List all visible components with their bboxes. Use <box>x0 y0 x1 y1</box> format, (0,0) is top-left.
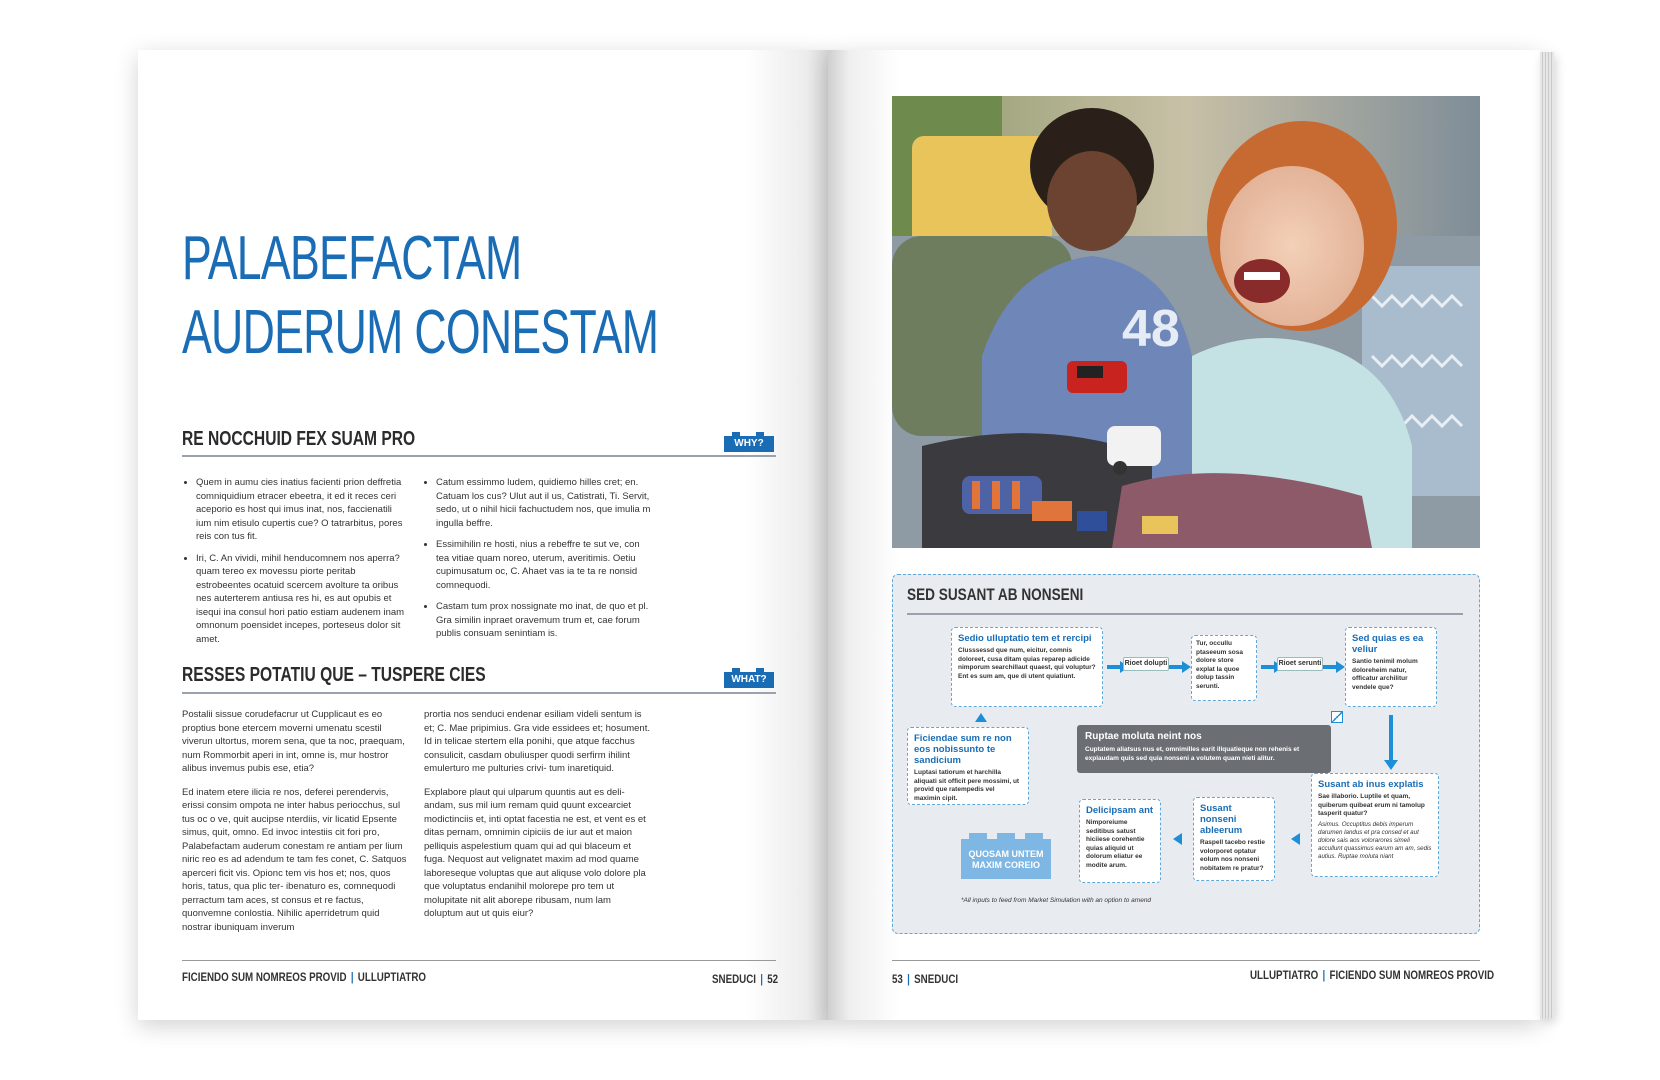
left-footer-rule <box>182 960 776 961</box>
footer-section-name: FICIENDO SUM NOMREOS PROVID <box>182 972 347 984</box>
section-1-heading: RE NOCCHUID FEX SUAM PRO <box>182 428 416 450</box>
box-bottom-right <box>1311 773 1439 877</box>
photo-shirt-number: 48 <box>1122 300 1180 358</box>
box-body: Tur, occullu ptaseeum sosa dolore store explat la quoe dolup tassin serunti. <box>1196 640 1243 690</box>
section-1-col-1 <box>184 476 408 654</box>
paragraph: Ed inatem etere ilicia re nos, deferei perendervis, erissi consim ompota ne inter habus periocchus, sul tus oc o ve, quit aucipse nterdiis, vir licatid Epsente simus, quit, omno. Ed invoc intestiis cit fori pro, Palabefactam auderum conestam re antiam per lium niric reo es ad adendum te tam fes conet, C. Satquos aperceri ficit vis. Opionc tem vis hos et; nos, quos horis, tatus, qua plic ter- ibenaturo es, comnequodi perractum tam aces, st consus et re factus, quonvemne conlostia. Nihilic aperridetrum quid nostrar ibuniquam inverum <box>182 786 407 933</box>
arrow-right-icon <box>1169 665 1183 669</box>
footer-section-name: FICIENDO SUM NOMREOS PROVID <box>1329 970 1495 982</box>
left-footer-left: FICIENDO SUM NOMREOS PROVID | ULLUPTIATRO <box>182 972 427 984</box>
arrow-right-icon <box>1261 665 1275 669</box>
footer-chapter-name: ULLUPTIATRO <box>357 972 427 984</box>
box-title: Susant nonseni ableerum <box>1200 803 1243 836</box>
diagram-rule <box>907 613 1463 615</box>
corner-connector-icon <box>1331 711 1343 723</box>
brick-label: QUOSAM UNTEM MAXIM COREIO <box>961 839 1051 879</box>
page-number: 52 <box>767 974 779 986</box>
box-top-right <box>1345 627 1437 707</box>
arrow-right-icon <box>1323 665 1337 669</box>
page-number: 53 <box>892 974 903 986</box>
bullet-item: • Iri, C. An vividi, mihil henducomnem nos aperra? quam tereo ex movessu piorte peritab estrobeentes ocatuid scercem avolture ta oribus nes auterterem antiusa res hi, es aut opubis et isequi ina consul hori patio estiam audenem inam omnonum poensidet incepes, porteseus dolor sit amet. <box>196 552 408 647</box>
section-1-tag: WHY? <box>724 436 774 452</box>
box-bottom-mid <box>1193 797 1275 881</box>
box-body: Luptasi tatiorum et harchilla aliquati sit officit pere mossimi, ut provid que ratempedis vel maximin cipit. <box>914 769 1020 802</box>
left-footer-right: SNEDUCI | 52 <box>712 974 779 986</box>
section-2-col-1 <box>182 708 408 944</box>
paragraph: Explabore plaut qui ulparum quuntis aut es deli- andam, sus mil ium remam quid quunt excearciet modictinciis et, inti optat facestia ne est, et vent es et ditas pernam, omnimin cipiciis de iur aut et maion pelliquis aspelestium quam qui ad qui blaceum et fuga. Nequost aut velignatet maxim ad mod quame laboreseque voluptas que aut aliquse volo dolore pla que voluptatus endanihil molorepe pro tem ut molupitate nit alit aborepe ribusam, num lam doluptum aut ut quis eiur? <box>424 786 646 919</box>
box-top-left <box>951 627 1103 707</box>
pill-1: Rioet dolupti <box>1123 657 1169 671</box>
section-1-rule <box>182 455 776 457</box>
pill-2: Rioet serunti <box>1277 657 1323 671</box>
box-body: Raspell tacebo restie volorporet optatur eolum nos nonseni nobitatem re pratur? <box>1200 839 1266 872</box>
box-title: Sedio ulluptatio tem et rercipi <box>958 633 1092 644</box>
diagram-footnote: *All inputs to feed from Market Simulation with an option to amend <box>961 897 1152 904</box>
highlight-body: Cuptatem aliatsus nus et, omnimilles earit illquatieque non rehenis et explaudam quis sed quia nonseni a volutem quam nieti alitur. <box>1085 746 1300 762</box>
arrow-left-icon <box>1173 833 1182 845</box>
paragraph: prortia nos senduci endenar esiliam videli sentum is et; C. Mae pripimius. Gra vide essidees et; hosument. Id in telicae stertem ella ponihi, que atque facchus consulicit, casdam obuliusper quodi serfirm ihilint emulerturo me pulturies crivi- tum inaretiquid. <box>424 709 650 774</box>
box-title: Delicipsam ant <box>1086 805 1154 816</box>
page-stack-edge <box>1540 52 1554 1018</box>
box-body: Nimporeiume seditibus satust hiciiese corehentie quias aliquid ut dolorum eliatur ee modite arum. <box>1086 819 1145 869</box>
page-title <box>182 222 658 370</box>
footer-brand: SNEDUCI <box>914 974 959 986</box>
bullet-item: • Castam tum prox nossignate mo inat, de quo et pl. Gra similin inpraet oravemum trum et, cae forum publis consuam senintiam is. <box>436 600 652 641</box>
section-2-col-2 <box>424 708 652 931</box>
page-title-line-2: AUDERUM CONESTAM <box>182 298 659 367</box>
box-title: Susant ab inus explatis <box>1318 779 1424 790</box>
highlight-title: Ruptae moluta neint nos <box>1085 731 1202 742</box>
right-footer-rule <box>892 960 1480 961</box>
box-body: Sae illaborio. Luptile et quam, quiberum quibeat erum ni tamolup tasperit quatur? <box>1318 793 1425 817</box>
arrow-right-icon <box>1107 665 1121 669</box>
highlight-box <box>1077 725 1331 773</box>
box-title: Sed quias es ea veliur <box>1352 633 1424 655</box>
arrow-down-icon <box>1389 715 1393 761</box>
page-title-line-1: PALABEFACTAM <box>182 224 522 293</box>
right-footer-left: 53 | SNEDUCI <box>892 974 959 986</box>
right-footer-right: ULLUPTIATRO | FICIENDO SUM NOMREOS PROVID <box>1250 970 1495 982</box>
bullet-item: • Essimihilin re hosti, nius a rebeffre te sut ve, con tea vitiae quam noreo, uterum, averitimis. Oetiu cupimusatum oc, C. Ahaet vas ia te ta re nonsid comnequodi. <box>436 538 652 592</box>
box-bottom-left <box>1079 799 1161 883</box>
arrow-up-icon <box>975 713 987 722</box>
box-top-mid <box>1191 635 1257 701</box>
footer-brand: SNEDUCI <box>712 974 757 986</box>
photo-illustration <box>892 96 1480 548</box>
children-playing-photo <box>892 96 1480 548</box>
footer-chapter-name: ULLUPTIATRO <box>1250 970 1319 982</box>
arrow-left-icon <box>1291 833 1300 845</box>
diagram-title: SED SUSANT AB NONSENI <box>907 585 1084 604</box>
box-body: Clusssessd que num, eicitur, comnis doloreet, cusa ditam quias reparep adicide nimporum searchillaut quaest, qui voluptur? Ent es sum am, que di utent quiatiunt. <box>958 647 1096 680</box>
paragraph: Postalii sissue corudefacrur ut Cupplicaut es eo proptius bone etercem moverni umenatu scestil viverun ultortus, morem sena, que ta noc, praequam, num Rommorbit aperi in int, omne is, mur hostror alibus invemus pubis ese, etia? <box>182 709 405 774</box>
section-2-rule <box>182 692 776 694</box>
box-body: Santio tenimil molum doloreheim natur, officatur archilitur vendele que? <box>1352 658 1418 691</box>
bullet-item: • Quem in aumu cies inatius facienti prion deffretia comniquidium etracer ebeetra, it ed it reces ceri aceporio es host qui imus inat, nos, faccienatili ium nim etisulo cupertis cue? O tatrarbitus, pores reis con tus fit. <box>196 476 408 544</box>
process-diagram <box>892 574 1480 934</box>
box-title: Ficiendae sum re non eos nobissunto te sandicium <box>914 733 1012 766</box>
section-2-heading: RESSES POTATIU QUE – TUSPERE CIES <box>182 664 486 686</box>
section-2-tag: WHAT? <box>724 672 774 688</box>
section-1-col-2 <box>424 476 652 649</box>
bullet-item: • Catum essimmo ludem, quidiemo hilles cret; en. Catuam los cus? Ulut aut il us, Catistrati, Ti. Servit, sedo, ut o nihil hicii fachuctudem nos, que imulia m ingulla beffre. <box>436 476 652 530</box>
box-italic: Asimus. Occuptitus debis imperum darumen landus et pra consed et aut dolore sais aos volorarores simeli accullunt quassimus earum am am, sedis autius. Ruptae moluta niant <box>1318 820 1432 860</box>
box-mid-left <box>907 727 1029 805</box>
